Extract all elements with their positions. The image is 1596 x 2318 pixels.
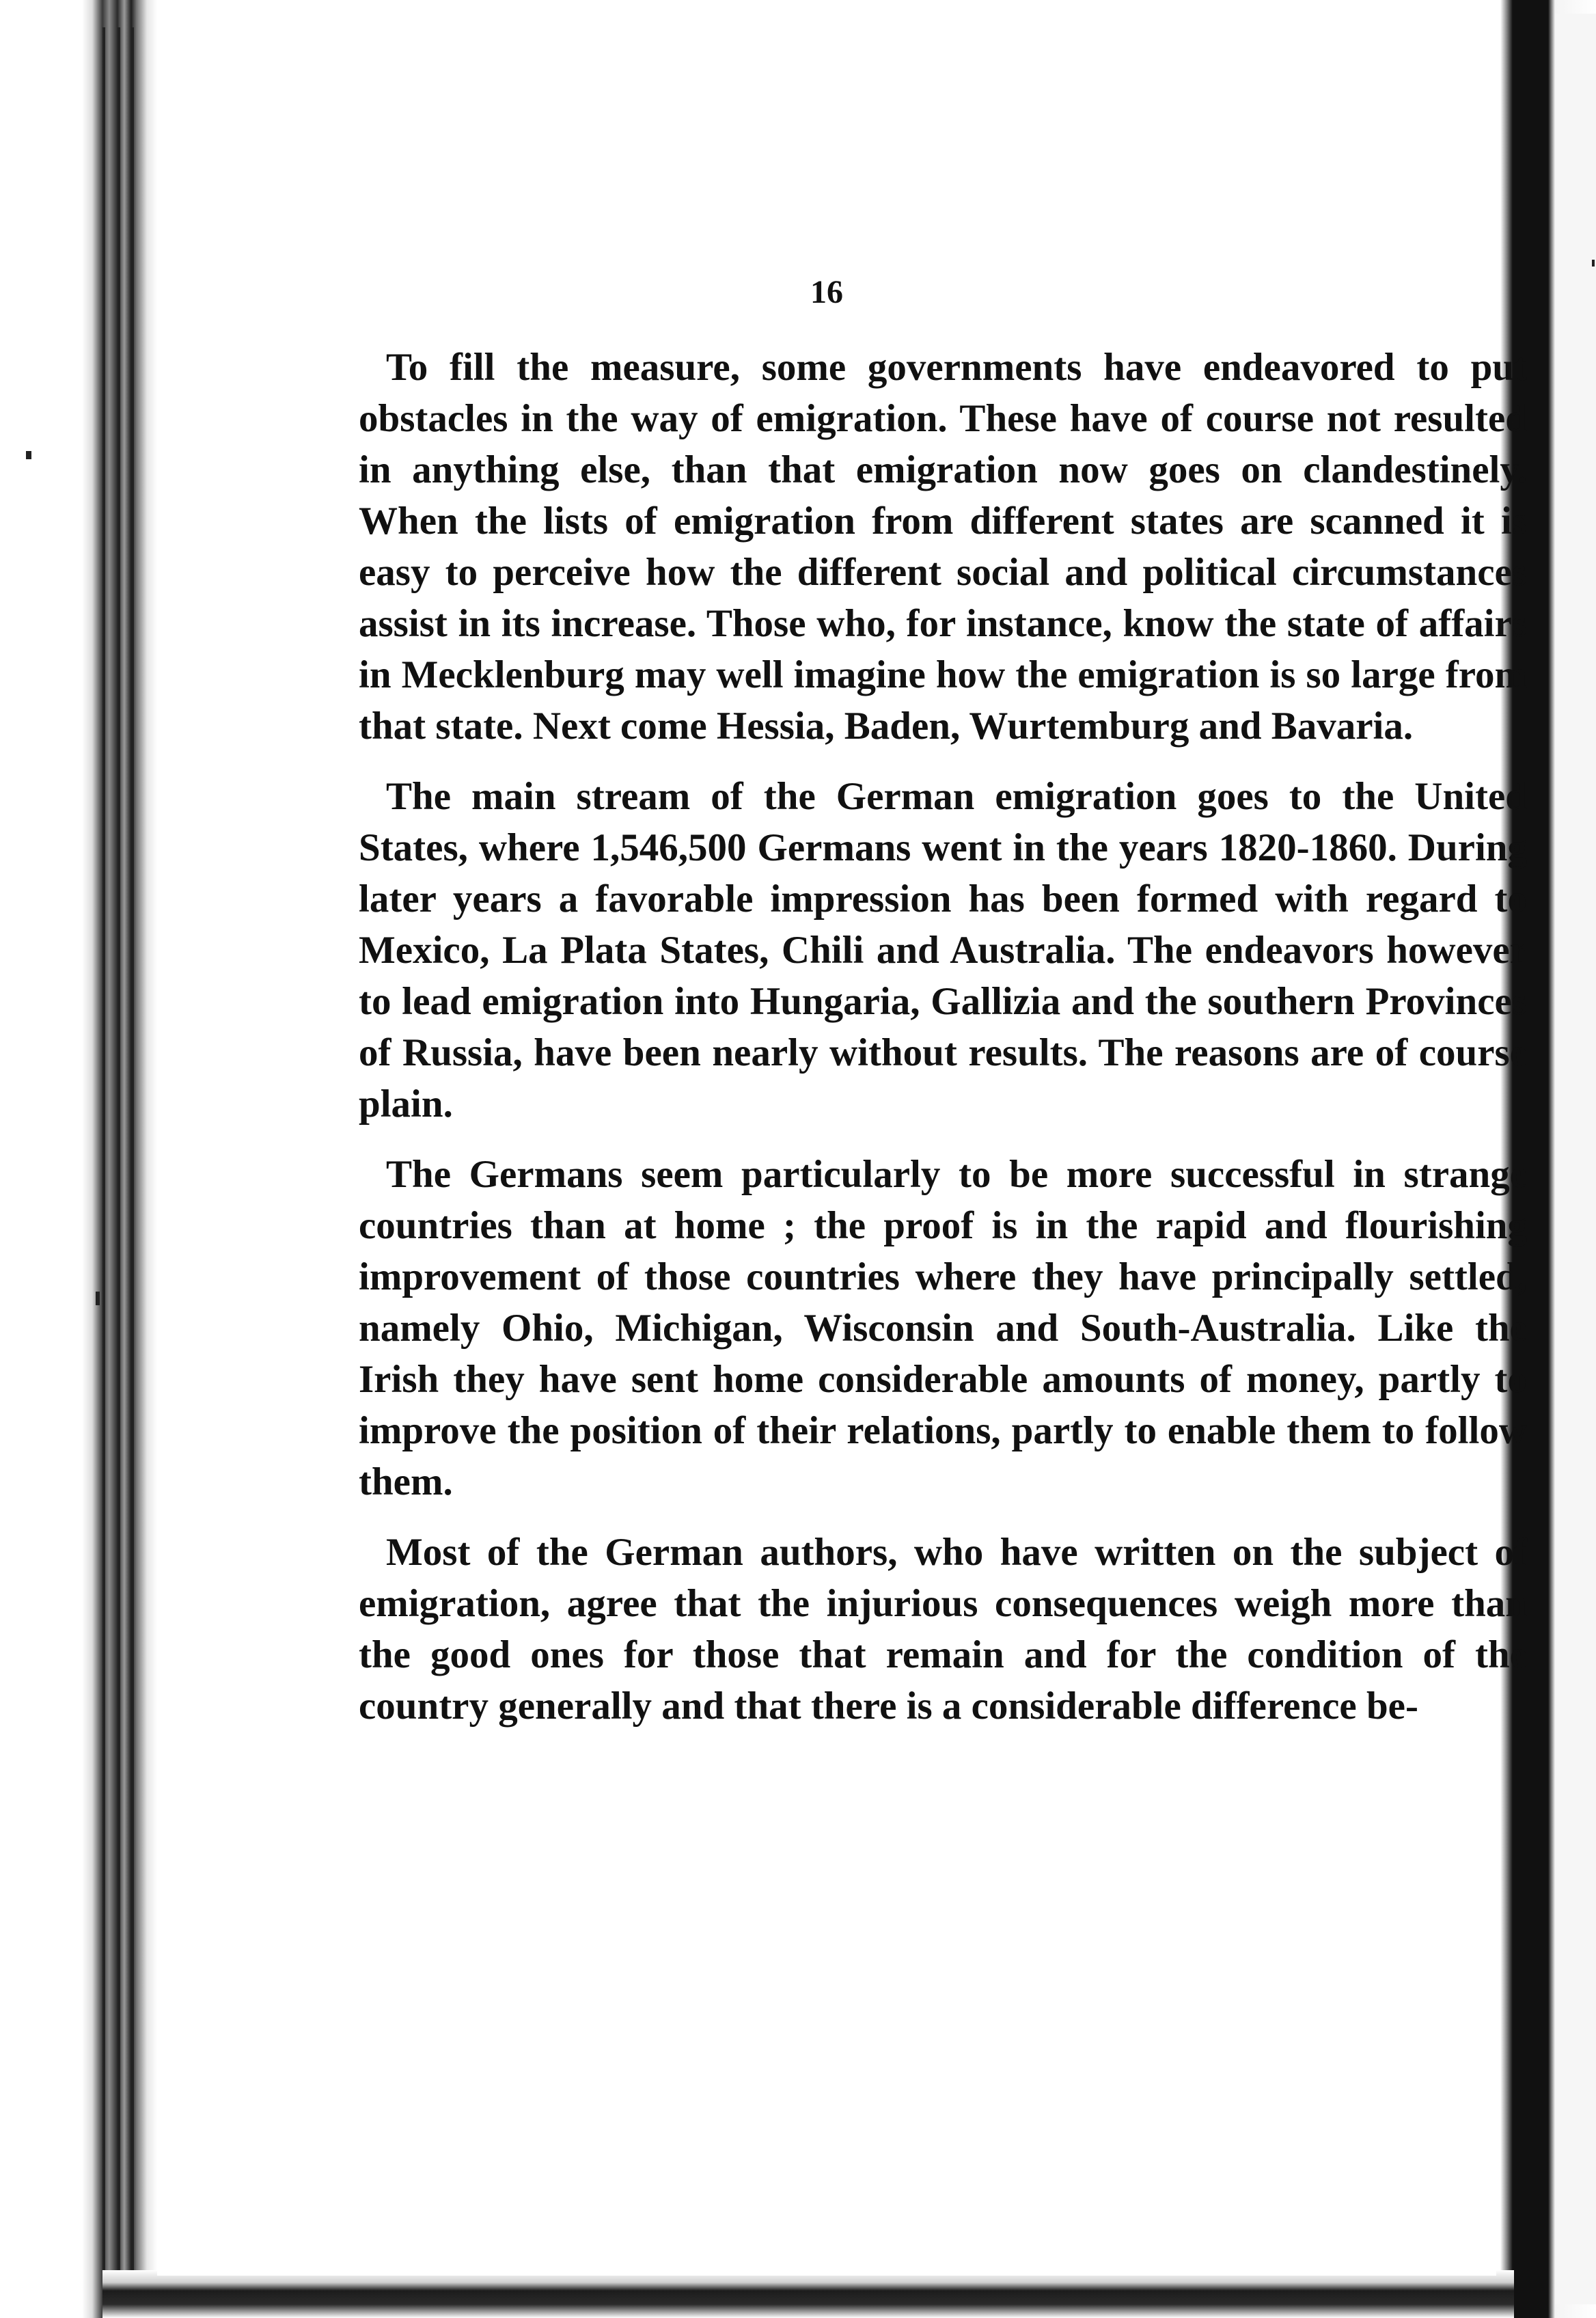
book-page [157, 21, 1527, 2276]
scan-speck [96, 1292, 100, 1305]
facing-page-sliver [1555, 14, 1596, 2304]
page-stack-line [131, 27, 134, 2277]
book-left-edge [0, 0, 157, 2318]
page-stack-line [118, 27, 120, 2277]
scan-speck [26, 451, 31, 459]
page-number: 16 [810, 274, 843, 310]
page-stack-line [102, 27, 105, 2277]
paragraph: The main stream of the German emigration goes to the United States, where 1,546,500 Germans went in the years 1820-1860. During later years a favorable impression has been formed with regard to Mexico, La Plata States, Chili and Australia. The endeavors however to lead emigration into Hungaria, Gallizia and the southern Provinces of Russia, have been nearly without results. The reasons are of course plain. [359, 775, 1527, 1126]
book-bottom-edge [102, 2270, 1514, 2318]
scan-speck [1592, 260, 1595, 267]
body-text [359, 342, 1527, 1751]
paragraph: Most of the German authors, who have written on the subject of emigration, agree that the injurious consequences weigh more than the good ones for those that remain and for the condition of the country generally and that there is a considerable difference be- [359, 1531, 1527, 1728]
paragraph: To fill the measure, some governments have endeavored to put obstacles in the way of emigration. These have of course not resulted in anything else, than that emigration now goes on clandestinely. When the lists of emigration from different states are scanned it is easy to perceive how the different social and political circumstances assist in its increase. Those who, for instance, know the state of affairs in Mecklenburg may well imagine how the emigration is so large from that state. Next come Hessia, Baden, Wurtemburg and Bavaria. [359, 346, 1527, 748]
paragraph: The Germans seem particularly to be more successful in strange countries than at home ; the proof is in the rapid and flourishing improvement of those countries where they have principally settled, namely Ohio, Michigan, Wisconsin and South-Australia. Like the Irish they have sent home considerable amounts of money, partly to improve the position of their relations, partly to enable them to follow them. [359, 1153, 1527, 1503]
